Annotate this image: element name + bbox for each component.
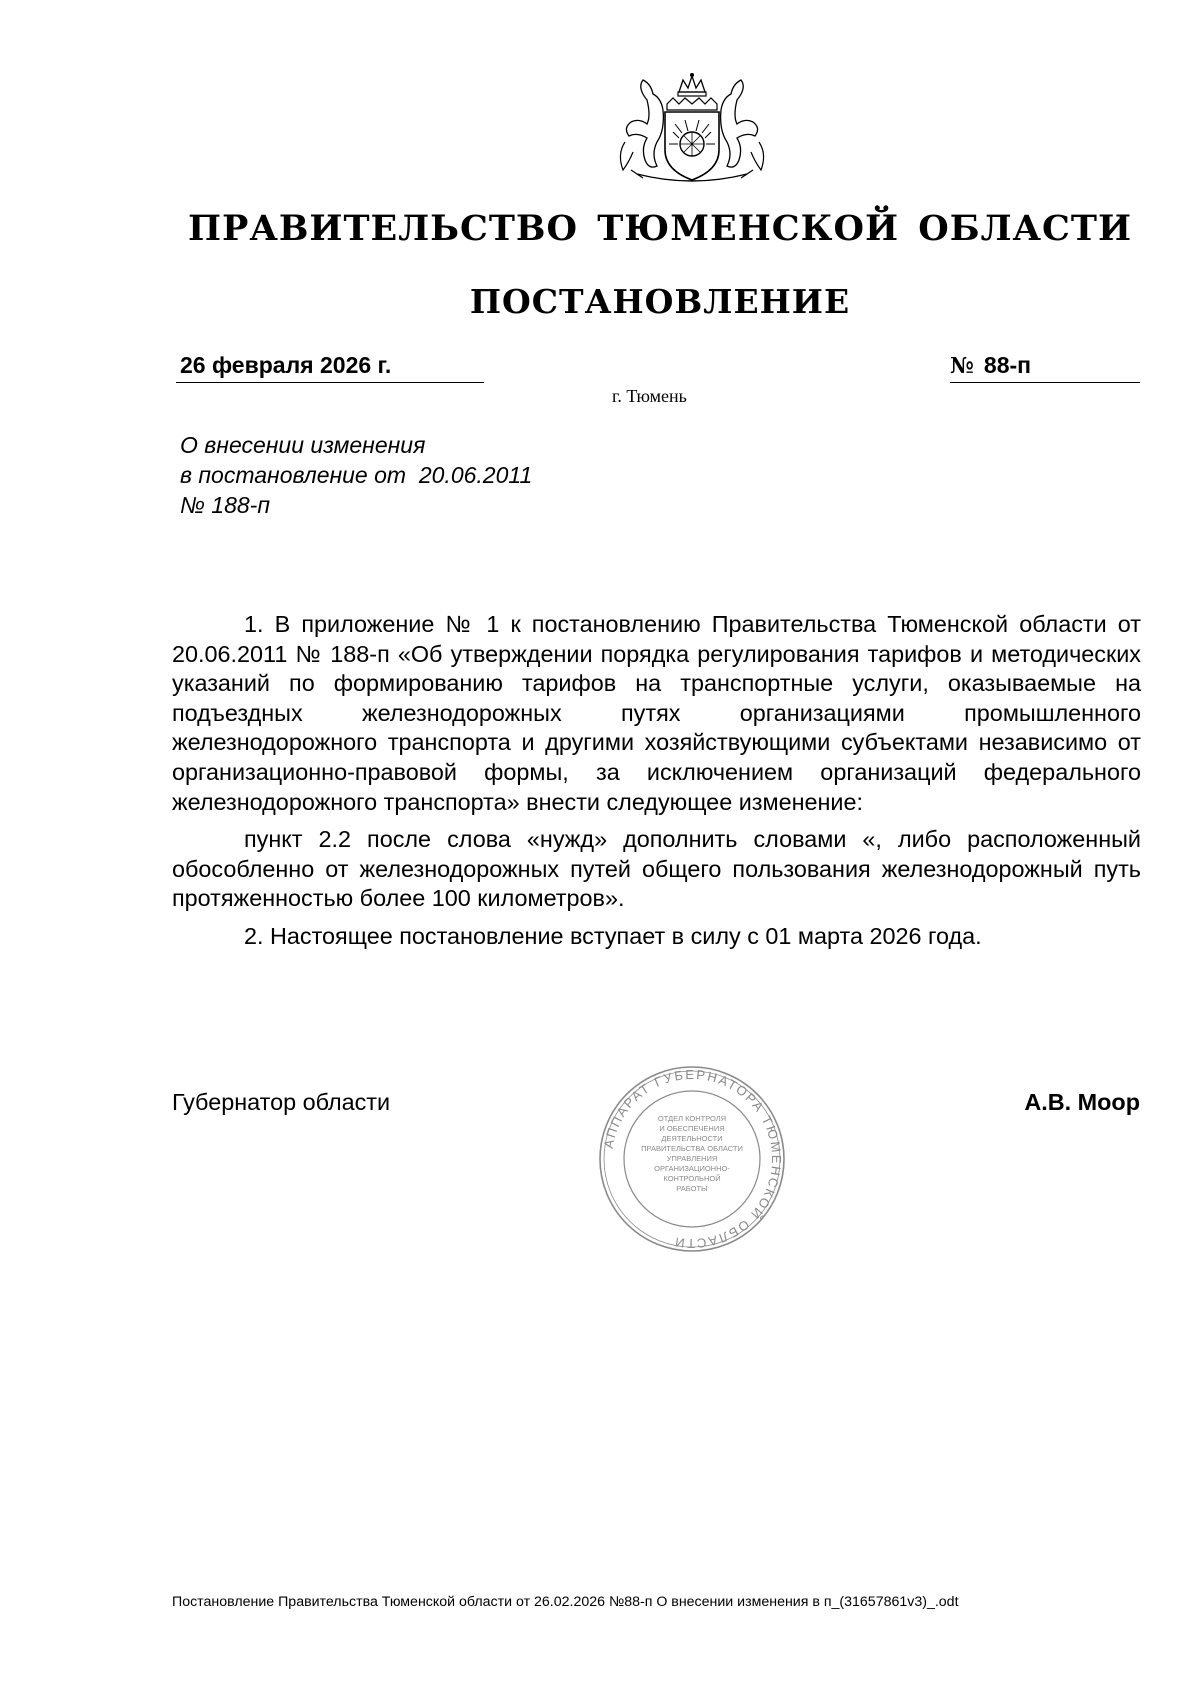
document-number: 88-п [983,352,1032,378]
stamp-center-line: И ОБЕСПЕЧЕНИЯ [659,1124,725,1133]
body-paragraph: 1. В приложение № 1 к постановлению Правительства Тюменской области от 20.06.2011 № 188-п «Об утверждении порядка регулирования тарифов и методических указаний по формированию тарифов на транспортные услуги, оказываемые на подъездных железнодорожных путях организациями промышленного железнодорожного транспорта и другими хозяйствующими субъектами независимо от организационно-правовой формы, за исключением организаций федерального железнодорожного транспорта» внести следующее изменение: [172,611,1141,815]
document-type-heading: ПОСТАНОВЛЕНИЕ [469,282,851,321]
document-subject [180,430,532,520]
stamp-center-line: ОРГАНИЗАЦИОННО- [654,1164,730,1173]
subject-line: О внесении изменения [180,432,426,458]
signatory-name: А.В. Моор [1024,1089,1140,1115]
stamp-center-line: КОНТРОЛЬНОЙ [663,1174,721,1183]
body-paragraph: 2. Настоящее постановление вступает в силу с 01 марта 2026 года. [244,922,982,949]
government-title: ПРАВИТЕЛЬСТВО ТЮМЕНСКОЙ ОБЛАСТИ [187,208,1133,249]
stamp-center-line: ДЕЯТЕЛЬНОСТИ [661,1134,723,1143]
subject-line: в постановление от 20.06.2011 [180,462,533,488]
stamp-center-line: ПРАВИТЕЛЬСТВА ОБЛАСТИ [641,1144,743,1153]
body-paragraph: пункт 2.2 после слова «нужд» дополнить словами «, либо расположенный обособленно от железнодорожных путей общего пользования железнодорожный путь протяженностью более 100 километров». [172,826,1141,912]
signatory-position: Губернатор области [172,1089,391,1115]
stamp-center-line: УПРАВЛЕНИЯ [666,1154,718,1163]
document-number-field [950,352,1140,383]
stamp-center-line: РАБОТЫ [676,1184,708,1193]
official-stamp-seal [596,1063,788,1255]
document-body [172,610,1141,960]
city-label: г. Тюмень [612,386,687,406]
document-date: 26 февраля 2026 г. [176,352,484,383]
number-sign: № [950,353,974,379]
coat-of-arms-emblem [607,70,777,188]
subject-line: № 188-п [180,492,270,518]
stamp-center-line: ОТДЕЛ КОНТРОЛЯ [657,1114,727,1123]
stamp-ring-text: АППАРАТ ГУБЕРНАТОРА ТЮМЕНСКОЙ ОБЛАСТИ [600,1066,785,1252]
footer-file-reference: Постановление Правительства Тюменской области от 26.02.2026 №88-п О внесении изменения в п_(31657861v3)_.odt [172,1594,959,1610]
